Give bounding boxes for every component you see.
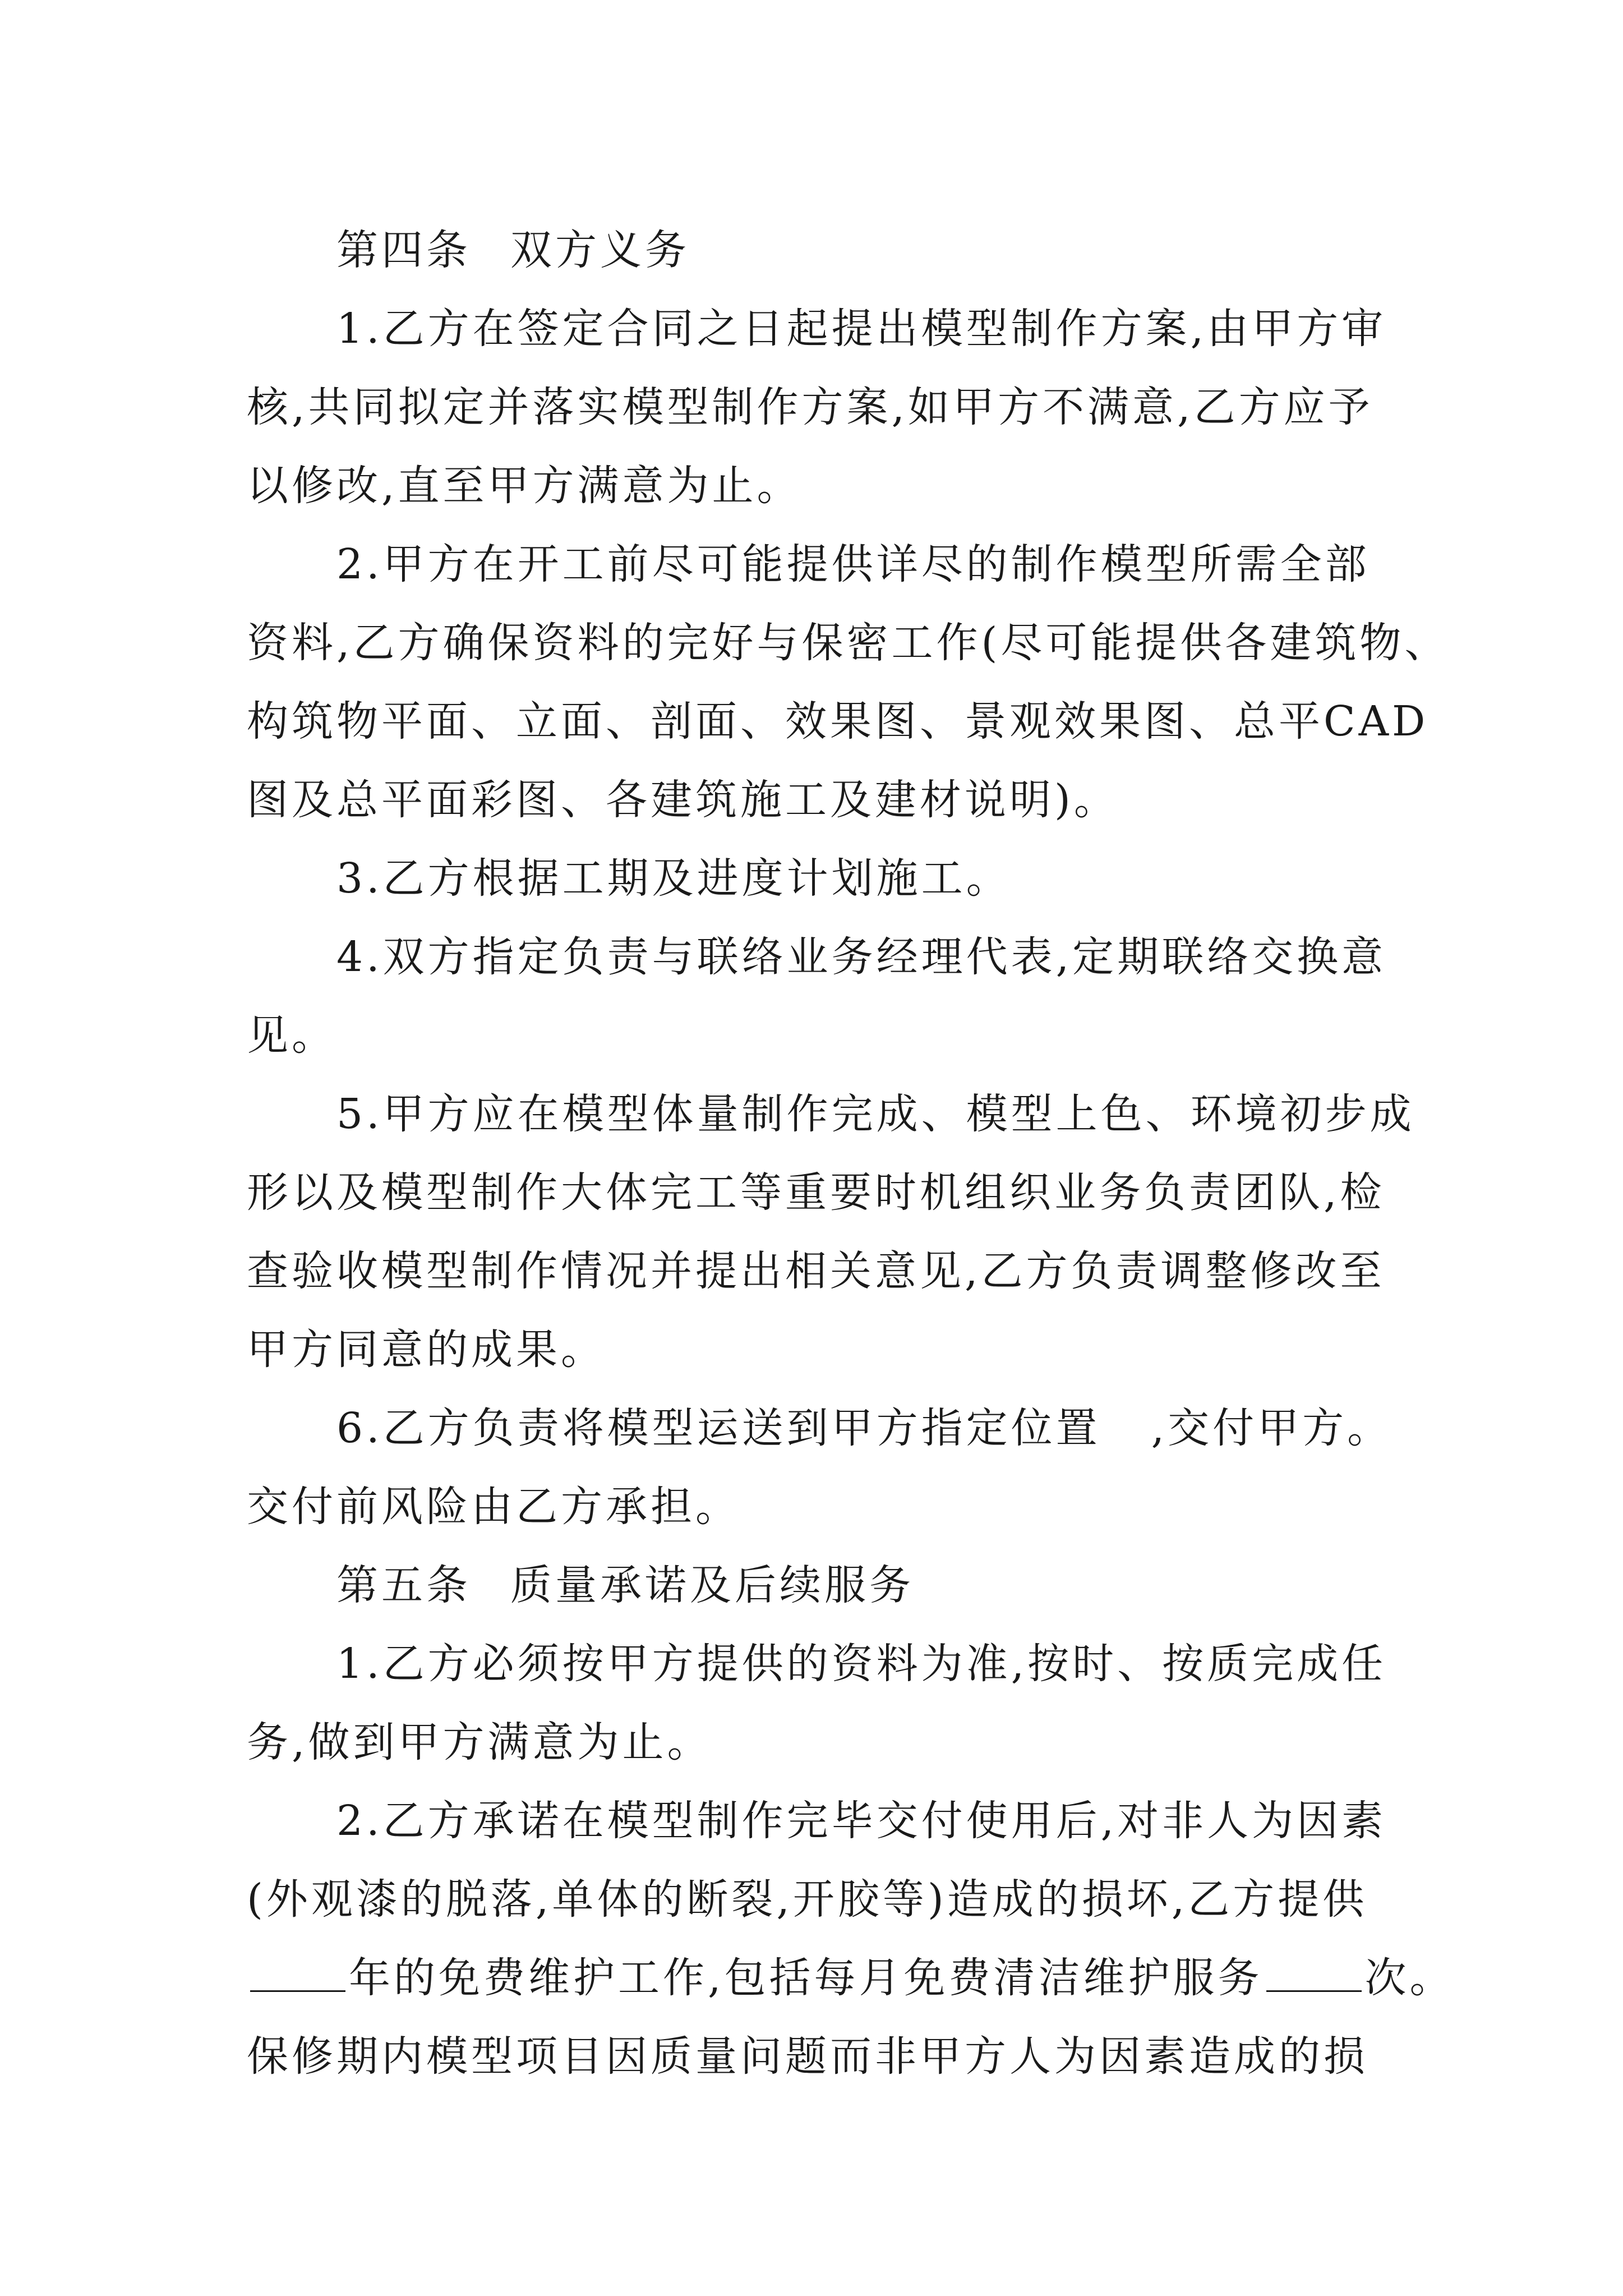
article-4-item-5-line: 甲方同意的成果。 [247, 1326, 606, 1374]
article-5-item-1-line: 务,做到甲方满意为止。 [247, 1718, 712, 1766]
article-4-item-2-line: 图及总平面彩图、各建筑施工及建材说明)。 [247, 776, 1119, 824]
article-4-title: 双方义务 [510, 226, 690, 274]
article-4-item-1-line: 以修改,直至甲方满意为止。 [247, 462, 802, 510]
article-4-item-5-line: 形以及模型制作大体完工等重要时机组织业务负责团队,检 [247, 1168, 1385, 1217]
article-4-item-5-line: 查验收模型制作情况并提出相关意见,乙方负责调整修改至 [247, 1247, 1385, 1295]
article-5-item-2-line [247, 1939, 1455, 2017]
article-4-item-3-line: 3.乙方根据工期及进度计划施工。 [336, 854, 1011, 903]
article-4-item-6-line: 交付前风险由乙方承担。 [247, 1483, 740, 1531]
article-5-number: 第五条 [336, 1561, 471, 1609]
article-4-item-2-line: 构筑物平面、立面、剖面、效果图、景观效果图、总平CAD [247, 697, 1429, 746]
article-4-item-6-line [247, 1389, 1391, 1467]
document-page [247, 211, 1455, 2096]
article-5-heading [247, 1546, 1391, 1625]
article-4-item-5-line: 5.甲方应在模型体量制作完成、模型上色、环境初步成 [336, 1090, 1415, 1138]
article-4-heading [247, 211, 1391, 289]
times-suffix: 次。 [1364, 1954, 1455, 2002]
article-4-item-2-line: 2.甲方在开工前尽可能提供详尽的制作模型所需全部 [336, 540, 1370, 588]
article-4-item-2-line: 资料,乙方确保资料的完好与保密工作(尽可能提供各建筑物、 [247, 619, 1450, 667]
article-4-item-1-line: 1.乙方在签定合同之日起提出模型制作方案,由甲方审 [336, 305, 1387, 353]
item-6-text-start: 6.乙方负责将模型运送到甲方指定位置 [336, 1404, 1101, 1452]
warranty-text: 年的免费维护工作,包括每月免费清洁维护服务 [349, 1954, 1263, 2002]
article-5-item-1-line: 1.乙方必须按甲方提供的资料为准,按时、按质完成任 [336, 1640, 1387, 1688]
article-5-item-2-line: (外观漆的脱落,单体的断裂,开胶等)造成的损坏,乙方提供 [247, 1875, 1368, 1924]
article-4-item-1-line: 核,共同拟定并落实模型制作方案,如甲方不满意,乙方应予 [247, 383, 1373, 431]
article-5-item-2-line: 保修期内模型项目因质量问题而非甲方人为因素造成的损 [247, 2032, 1368, 2081]
item-6-text-end: ,交付甲方。 [1151, 1404, 1393, 1452]
article-5-item-2-line: 2.乙方承诺在模型制作完毕交付使用后,对非人为因素 [336, 1797, 1387, 1845]
article-4-item-4-line: 见。 [247, 1011, 336, 1060]
article-4-number: 第四条 [336, 226, 471, 274]
years-blank [250, 1951, 345, 1992]
times-blank [1266, 1951, 1362, 1992]
article-4-item-4-line: 4.双方指定负责与联络业务经理代表,定期联络交换意 [336, 933, 1387, 981]
article-5-title: 质量承诺及后续服务 [510, 1561, 914, 1609]
